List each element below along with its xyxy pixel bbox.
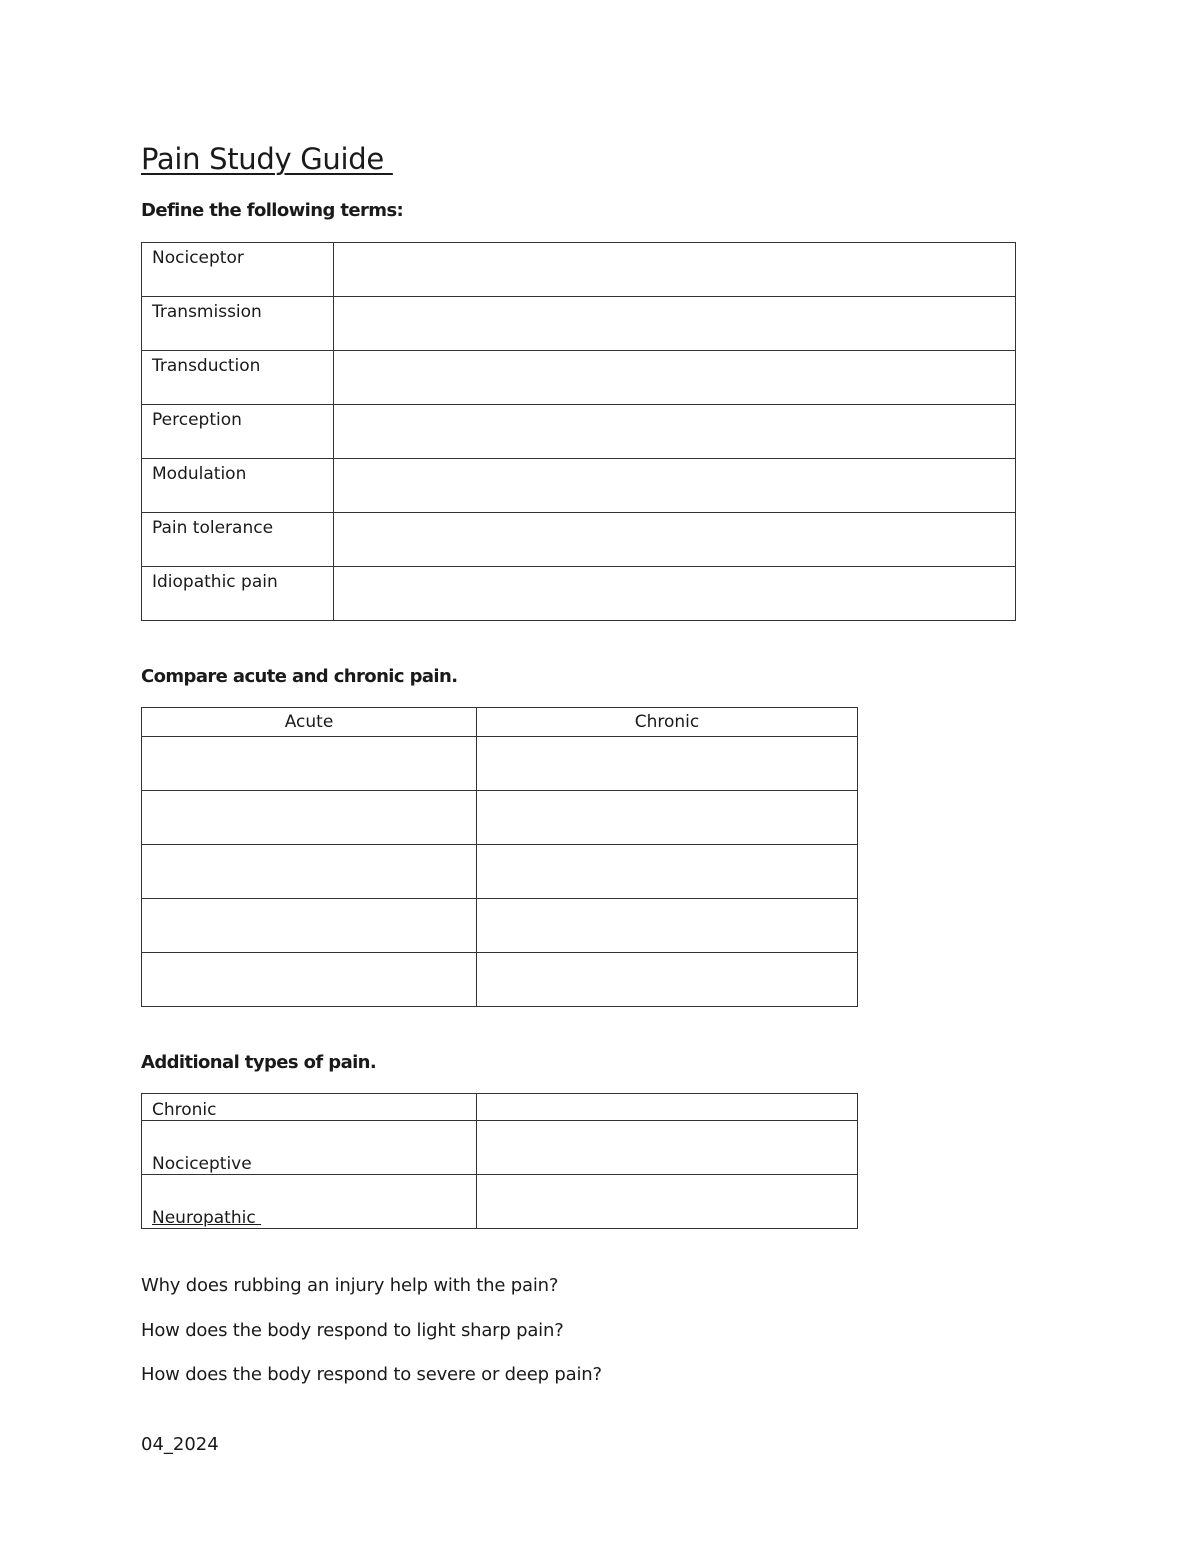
additional-types-heading: Additional types of pain. (141, 1052, 377, 1073)
pain-type-label: Nociceptive (142, 1121, 477, 1175)
definition-cell[interactable] (334, 243, 1016, 297)
acute-cell[interactable] (142, 737, 477, 791)
table-row (142, 297, 1016, 351)
chronic-cell[interactable] (477, 953, 858, 1007)
table-row (142, 513, 1016, 567)
pain-type-cell[interactable] (477, 1094, 858, 1121)
table-header-row (142, 708, 858, 737)
term-label: Modulation (142, 459, 334, 513)
table-row (142, 459, 1016, 513)
compare-table (141, 707, 858, 1007)
document-code: 04_2024 (141, 1434, 219, 1455)
table-row (142, 845, 858, 899)
table-row (142, 737, 858, 791)
acute-cell[interactable] (142, 953, 477, 1007)
define-terms-heading: Define the following terms: (141, 200, 404, 221)
table-row (142, 791, 858, 845)
question-light-pain: How does the body respond to light sharp pain? (141, 1320, 564, 1341)
definition-cell[interactable] (334, 297, 1016, 351)
acute-cell[interactable] (142, 791, 477, 845)
table-row (142, 1121, 858, 1175)
pain-type-cell[interactable] (477, 1121, 858, 1175)
table-row (142, 953, 858, 1007)
term-label: Pain tolerance (142, 513, 334, 567)
table-row (142, 1175, 858, 1229)
chronic-cell[interactable] (477, 737, 858, 791)
column-header-acute: Acute (142, 708, 477, 737)
term-label: Nociceptor (142, 243, 334, 297)
column-header-chronic: Chronic (477, 708, 858, 737)
table-row (142, 243, 1016, 297)
table-row (142, 405, 1016, 459)
chronic-cell[interactable] (477, 899, 858, 953)
definition-cell[interactable] (334, 513, 1016, 567)
definition-cell[interactable] (334, 459, 1016, 513)
acute-cell[interactable] (142, 845, 477, 899)
pain-types-table (141, 1093, 858, 1229)
term-label: Transduction (142, 351, 334, 405)
table-row (142, 567, 1016, 621)
chronic-cell[interactable] (477, 845, 858, 899)
definition-cell[interactable] (334, 405, 1016, 459)
pain-type-label: Chronic (142, 1094, 477, 1121)
compare-heading: Compare acute and chronic pain. (141, 666, 458, 687)
chronic-cell[interactable] (477, 791, 858, 845)
table-row (142, 1094, 858, 1121)
pain-type-label (142, 1175, 477, 1229)
page-title: Pain Study Guide (141, 142, 393, 176)
table-row (142, 899, 858, 953)
acute-cell[interactable] (142, 899, 477, 953)
table-row (142, 351, 1016, 405)
pain-type-label-text: Neuropathic (152, 1208, 262, 1228)
definition-cell[interactable] (334, 351, 1016, 405)
terms-table (141, 242, 1016, 621)
question-severe-pain: How does the body respond to severe or deep pain? (141, 1364, 602, 1385)
term-label: Transmission (142, 297, 334, 351)
term-label: Idiopathic pain (142, 567, 334, 621)
definition-cell[interactable] (334, 567, 1016, 621)
question-rubbing: Why does rubbing an injury help with the pain? (141, 1275, 559, 1296)
term-label: Perception (142, 405, 334, 459)
pain-type-cell[interactable] (477, 1175, 858, 1229)
